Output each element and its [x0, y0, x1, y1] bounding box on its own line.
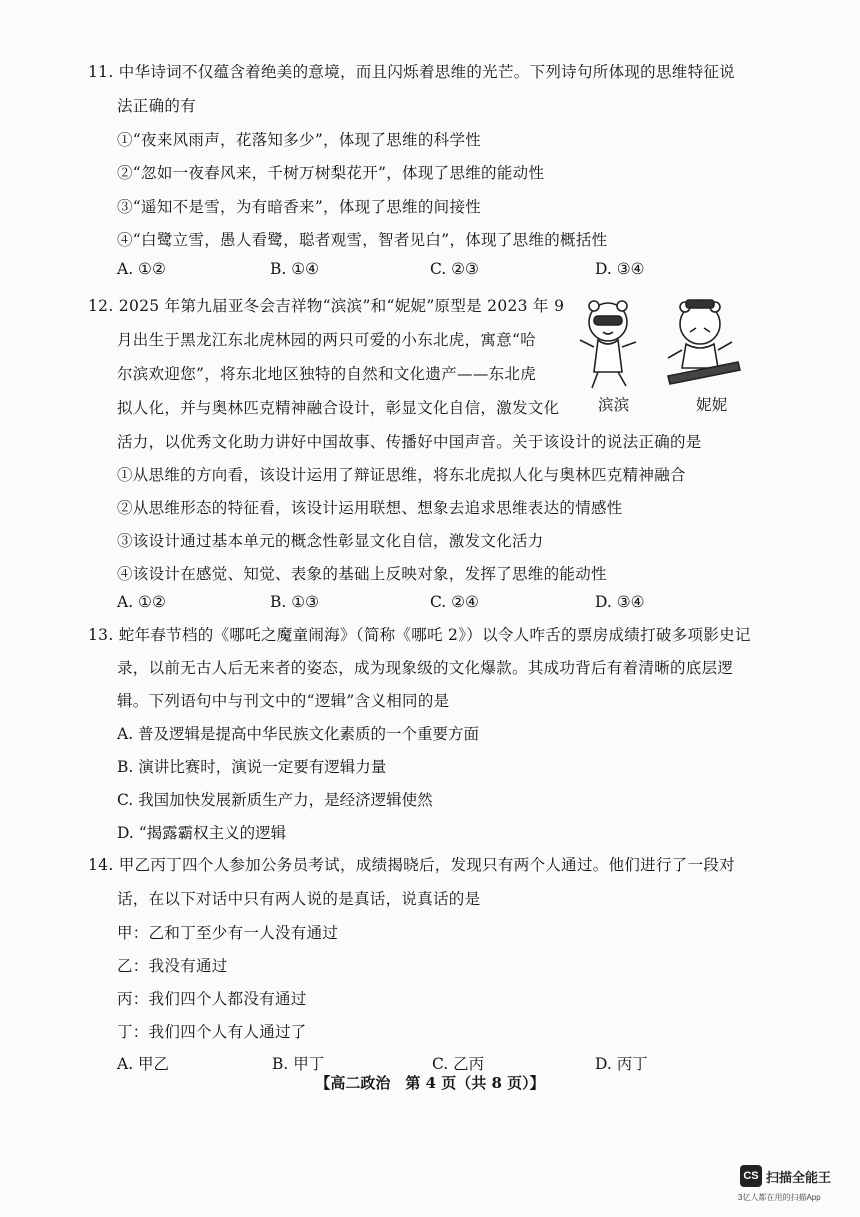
q11-item-2: ②“忽如一夜春风来，千树万树梨花开”，体现了思维的能动性 — [117, 164, 545, 182]
q12-item-4: ④该设计在感觉、知觉、表象的基础上反映对象，发挥了思维的能动性 — [117, 565, 607, 583]
q14-dialogue-yi: 乙：我没有通过 — [117, 957, 228, 975]
scanner-tagline: 3亿人都在用的扫描App — [738, 1193, 821, 1202]
q13-option-a[interactable]: A. 普及逻辑是提高中华民族文化素质的一个重要方面 — [117, 725, 480, 743]
q12-stem-line-3: 尔滨欢迎您”，将东北地区独特的自然和文化遗产——东北虎 — [117, 365, 537, 383]
q14-option-d[interactable]: D. 丙丁 — [595, 1055, 648, 1073]
q14-option-b[interactable]: B. 甲丁 — [272, 1055, 325, 1073]
q11-item-4: ④“白鹭立雪，愚人看鹭，聪者观雪，智者见白”，体现了思维的概括性 — [117, 231, 608, 249]
q12-stem-line-2: 月出生于黑龙江东北虎林园的两只可爱的小东北虎，寓意“哈 — [117, 331, 537, 349]
q14-dialogue-jia: 甲：乙和丁至少有一人没有通过 — [117, 924, 339, 942]
page-footer: 【高二政治 第 4 页（共 8 页）】 — [315, 1074, 545, 1092]
q11-option-c[interactable]: C. ②③ — [430, 260, 479, 278]
q12-option-a[interactable]: A. ①② — [117, 593, 166, 611]
q11-stem-line-1: 11. 中华诗词不仅蕴含着绝美的意境，而且闪烁着思维的光芒。下列诗句所体现的思维特征说 — [88, 63, 735, 81]
scanner-badge — [740, 1165, 831, 1187]
q12-item-3: ③该设计通过基本单元的概念性彰显文化自信，激发文化活力 — [117, 532, 544, 550]
mascot-binbin-label: 滨滨 — [598, 396, 630, 414]
q14-option-c[interactable]: C. 乙丙 — [432, 1055, 485, 1073]
q12-item-1: ①从思维的方向看，该设计运用了辩证思维，将东北虎拟人化与奥林匹克精神融合 — [117, 466, 686, 484]
scanner-app-name: 扫描全能王 — [766, 1169, 832, 1185]
q12-stem-line-5: 活力，以优秀文化助力讲好中国故事、传播好中国声音。关于该设计的说法正确的是 — [117, 433, 702, 451]
q14-option-a[interactable]: A. 甲乙 — [117, 1055, 170, 1073]
q12-option-d[interactable]: D. ③④ — [595, 593, 645, 611]
q12-option-b[interactable]: B. ①③ — [270, 593, 320, 611]
q14-stem-line-2: 话，在以下对话中只有两人说的是真话，说真话的是 — [117, 890, 481, 908]
q13-stem-line-2: 录，以前无古人后无来者的姿态，成为现象级的文化爆款。其成功背后有着清晰的底层逻 — [117, 659, 734, 677]
q14-stem-line-1: 14. 甲乙丙丁四个人参加公务员考试，成绩揭晓后，发现只有两个人通过。他们进行了一段对 — [88, 856, 735, 874]
q13-stem-line-3: 辑。下列语句中与刊文中的“逻辑”含义相同的是 — [117, 692, 450, 710]
q14-dialogue-ding: 丁：我们四个人有人通过了 — [117, 1023, 307, 1041]
q11-option-b[interactable]: B. ①④ — [270, 260, 320, 278]
q11-stem-line-2: 法正确的有 — [117, 97, 197, 115]
q12-item-2: ②从思维形态的特征看，该设计运用联想、想象去追求思维表达的情感性 — [117, 499, 623, 517]
q11-item-3: ③“遥知不是雪，为有暗香来”，体现了思维的间接性 — [117, 198, 482, 216]
q11-option-a[interactable]: A. ①② — [117, 260, 166, 278]
q13-option-c[interactable]: C. 我国加快发展新质生产力，是经济逻辑使然 — [117, 791, 433, 809]
q12-stem-line-1: 12. 2025 年第九届亚冬会吉祥物“滨滨”和“妮妮”原型是 2023 年 9 — [88, 297, 565, 315]
q11-option-d[interactable]: D. ③④ — [595, 260, 645, 278]
cs-logo-icon: CS — [740, 1165, 762, 1187]
mascot-nini-label: 妮妮 — [696, 396, 728, 414]
q13-option-d[interactable]: D. “揭露霸权主义的逻辑 — [117, 824, 287, 842]
q14-dialogue-bing: 丙：我们四个人都没有通过 — [117, 990, 307, 1008]
q12-option-c[interactable]: C. ②④ — [430, 593, 479, 611]
q13-stem-line-1: 13. 蛇年春节档的《哪吒之魔童闹海》（简称《哪吒 2》）以令人咋舌的票房成绩打破多项影史记 — [88, 626, 751, 644]
q12-stem-line-4: 拟人化，并与奥林匹克精神融合设计，彰显文化自信，激发文化 — [117, 399, 560, 417]
q11-item-1: ①“夜来风雨声，花落知多少”，体现了思维的科学性 — [117, 131, 482, 149]
q13-option-b[interactable]: B. 演讲比赛时，演说一定要有逻辑力量 — [117, 758, 387, 776]
